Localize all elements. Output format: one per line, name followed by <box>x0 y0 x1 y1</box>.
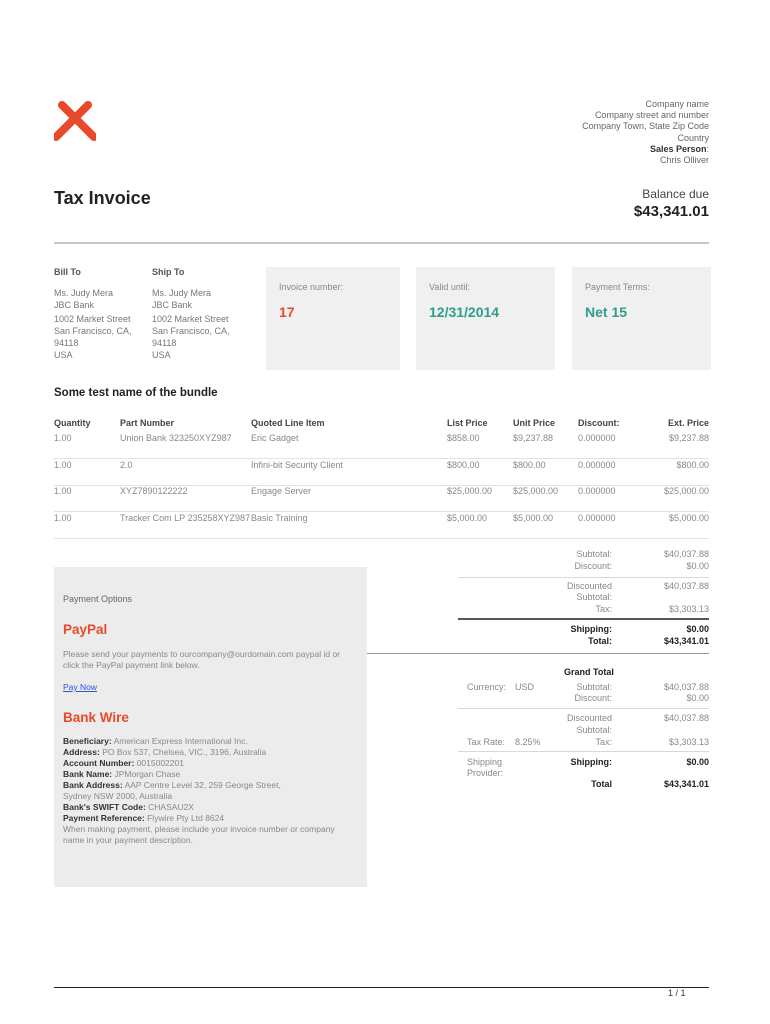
bundle-discount-label: Discount: <box>574 561 612 571</box>
cell-quantity: 1.00 <box>54 486 72 496</box>
reference-label: Payment Reference: <box>63 813 145 823</box>
balance-due-value: $43,341.01 <box>633 203 709 220</box>
payment-options-panel <box>54 567 367 887</box>
payment-terms: Net 15 <box>585 304 628 320</box>
cell-line-item: Infini-bit Security Client <box>251 460 344 470</box>
bundle-tax-label: Tax: <box>595 604 612 614</box>
cell-ext-price: $5,000.00 <box>668 513 709 523</box>
gt-divider-2 <box>458 751 709 752</box>
address: PO Box 537, Chelsea, VIC., 3196, Australia <box>102 747 267 757</box>
account-label: Account Number: <box>63 758 135 768</box>
cell-part-number: Tracker Com LP 235258XYZ987 <box>120 513 251 523</box>
swift-code: CHASAU2X <box>148 802 194 812</box>
bundle-disc-sub-label1: Discounted <box>566 581 612 591</box>
payment-reference: Flywire Pty Ltd 8624 <box>147 813 225 823</box>
sales-person: Chris Olliver <box>659 155 709 166</box>
page-number: 1 / 1 <box>668 988 686 998</box>
gt-discount-label: Discount: <box>574 693 612 703</box>
ship-to-company: JBC Bank <box>152 300 193 310</box>
cell-ext-price: $800.00 <box>676 460 709 470</box>
cell-quantity: 1.00 <box>54 513 72 523</box>
bank-wire-details <box>63 736 359 846</box>
cell-list-price: $800.00 <box>447 460 480 470</box>
bank-address-row <box>63 780 359 791</box>
beneficiary-row <box>63 736 359 747</box>
ship-to-country: USA <box>152 350 171 360</box>
bank-name-label: Bank Name: <box>63 769 113 779</box>
paypal-heading: PayPal <box>63 622 108 637</box>
pay-now-link[interactable]: Pay Now <box>63 682 98 692</box>
cell-quantity: 1.00 <box>54 433 72 443</box>
payment-note-1: When making payment, please include your invoice number or company <box>63 824 335 834</box>
cell-unit-price: $25,000.00 <box>513 486 559 496</box>
cell-ext-price: $25,000.00 <box>663 486 709 496</box>
payment-note-2: name in your payment description. <box>63 835 193 845</box>
gt-tax-label: Tax: <box>595 737 612 747</box>
cell-discount: 0.000000 <box>578 513 616 523</box>
invoice-number-label: Invoice number: <box>279 282 344 292</box>
shipping-provider-label-1: Shipping <box>467 757 503 767</box>
table-row <box>54 458 709 486</box>
company-logo <box>54 99 96 141</box>
invoice-number: 17 <box>279 304 295 320</box>
cell-list-price: $858.00 <box>447 433 480 443</box>
bundle-tax: $3,303.13 <box>668 604 709 614</box>
header-divider <box>54 242 709 244</box>
paypal-text-1: Please send your payments to ourcompany@ourdomain.com paypal id or <box>63 649 340 659</box>
gt-subtotal-label: Subtotal: <box>576 682 612 692</box>
footer-divider <box>54 987 709 988</box>
gt-divider <box>458 708 709 709</box>
gt-tax: $3,303.13 <box>668 737 709 747</box>
beneficiary: American Express International Inc. <box>113 736 248 746</box>
bill-to-country: USA <box>54 350 73 360</box>
totals-divider <box>458 577 709 578</box>
cell-part-number: Union Bank 323250XYZ987 <box>120 433 232 443</box>
ship-to <box>152 267 230 361</box>
ship-to-street: 1002 Market Street <box>152 314 229 324</box>
cell-unit-price: $800.00 <box>513 460 546 470</box>
bank-name-row <box>63 769 359 780</box>
cell-line-item: Eric Gadget <box>251 433 299 443</box>
cell-unit-price: $5,000.00 <box>513 513 554 523</box>
table-row <box>54 484 709 512</box>
paypal-text-2: click the PayPal payment link below. <box>63 660 200 670</box>
cell-discount: 0.000000 <box>578 486 616 496</box>
gt-shipping: $0.00 <box>686 757 709 767</box>
address-label: Address: <box>63 747 100 757</box>
gt-discount: $0.00 <box>686 693 709 703</box>
table-row <box>54 431 709 459</box>
swift-row <box>63 802 359 813</box>
bank-wire-heading: Bank Wire <box>63 710 129 725</box>
col-list-price: List Price <box>447 418 488 428</box>
bank-address-1: AAP Centre Level 32, 259 George Street, <box>124 780 281 790</box>
beneficiary-label: Beneficiary: <box>63 736 112 746</box>
col-line-item: Quoted Line Item <box>251 418 325 428</box>
page-title: Tax Invoice <box>54 188 151 208</box>
bank-name: JPMorgan Chase <box>114 769 181 779</box>
bundle-disc-sub-label2: Subtotal: <box>576 592 612 602</box>
shipping-provider-label-2: Provider: <box>467 768 504 778</box>
sales-person-label: Sales Person <box>649 143 707 154</box>
gt-total: $43,341.01 <box>663 779 709 789</box>
ship-to-zip: 94118 <box>152 338 177 348</box>
col-discount: Discount: <box>578 418 620 428</box>
valid-until-box <box>416 267 555 370</box>
col-quantity: Quantity <box>54 418 91 428</box>
bill-to-street: 1002 Market Street <box>54 314 131 324</box>
currency-label: Currency: <box>467 682 507 692</box>
invoice-number-box <box>266 267 400 370</box>
bank-address-label: Bank Address: <box>63 780 123 790</box>
grand-total-divider <box>367 653 709 654</box>
bill-to-label: Bill To <box>54 267 81 277</box>
col-ext-price: Ext. Price <box>667 418 709 428</box>
bank-address-2: Sydney NSW 2000, Australia <box>63 791 173 801</box>
bundle-discount: $0.00 <box>686 561 709 571</box>
cell-quantity: 1.00 <box>54 460 72 470</box>
company-info <box>582 99 709 166</box>
gt-disc-sub-label1: Discounted <box>566 713 612 723</box>
bundle-disc-sub: $40,037.88 <box>663 581 709 591</box>
payment-options-title: Payment Options <box>63 594 133 604</box>
bundle-shipping-label: Shipping: <box>570 624 612 634</box>
cell-part-number: XYZ7890122222 <box>120 486 188 496</box>
gt-disc-sub-label2: Subtotal: <box>576 725 612 735</box>
reference-row <box>63 813 359 824</box>
bundle-subtotal-label: Subtotal: <box>576 549 612 559</box>
cell-ext-price: $9,237.88 <box>668 433 709 443</box>
col-unit-price: Unit Price <box>513 418 556 428</box>
sales-person-label-row <box>582 144 709 155</box>
address-row <box>63 747 359 758</box>
cell-discount: 0.000000 <box>578 460 616 470</box>
cell-line-item: Engage Server <box>251 486 312 496</box>
cell-list-price: $25,000.00 <box>447 486 493 496</box>
payment-terms-box <box>572 267 711 370</box>
valid-until: 12/31/2014 <box>429 304 500 320</box>
bundle-subtotal: $40,037.88 <box>663 549 709 559</box>
gt-disc-sub: $40,037.88 <box>663 713 709 723</box>
sales-person-colon: : <box>706 143 709 154</box>
company-country: Country <box>677 132 709 143</box>
bill-to <box>54 267 132 361</box>
swift-label: Bank's SWIFT Code: <box>63 802 146 812</box>
bundle-total: $43,341.01 <box>663 636 709 646</box>
cell-unit-price: $9,237.88 <box>513 433 554 443</box>
bill-to-zip: 94118 <box>54 338 79 348</box>
ship-to-city: San Francisco, CA, <box>152 326 230 336</box>
ship-to-label: Ship To <box>152 267 185 277</box>
bill-to-city: San Francisco, CA, <box>54 326 132 336</box>
bundle-total-label: Total: <box>588 636 612 646</box>
bundle-shipping: $0.00 <box>686 624 709 634</box>
company-street: Company street and number <box>594 110 709 121</box>
account-number: 0015002201 <box>136 758 184 768</box>
gt-total-label: Total <box>591 779 612 789</box>
totals-divider-bold <box>458 618 709 620</box>
currency: USD <box>515 682 535 692</box>
company-town: Company Town, State Zip Code <box>582 121 709 132</box>
ship-to-name: Ms. Judy Mera <box>152 288 212 298</box>
valid-until-label: Valid until: <box>429 282 470 292</box>
gt-shipping-label: Shipping: <box>570 757 612 767</box>
table-row <box>54 511 709 539</box>
gt-subtotal: $40,037.88 <box>663 682 709 692</box>
col-part-number: Part Number <box>120 418 175 428</box>
cell-part-number: 2.0 <box>120 460 133 470</box>
cell-list-price: $5,000.00 <box>447 513 488 523</box>
balance-due-label: Balance due <box>642 187 709 201</box>
grand-total-title: Grand Total <box>564 667 614 677</box>
bill-to-name: Ms. Judy Mera <box>54 288 114 298</box>
payment-terms-label: Payment Terms: <box>585 282 650 292</box>
bundle-title: Some test name of the bundle <box>54 387 218 399</box>
tax-rate-label: Tax Rate: <box>467 737 506 747</box>
bill-to-company: JBC Bank <box>54 300 95 310</box>
company-name: Company name <box>645 99 709 109</box>
tax-rate: 8.25% <box>515 737 541 747</box>
cell-discount: 0.000000 <box>578 433 616 443</box>
cell-line-item: Basic Training <box>251 513 308 523</box>
account-row <box>63 758 359 769</box>
